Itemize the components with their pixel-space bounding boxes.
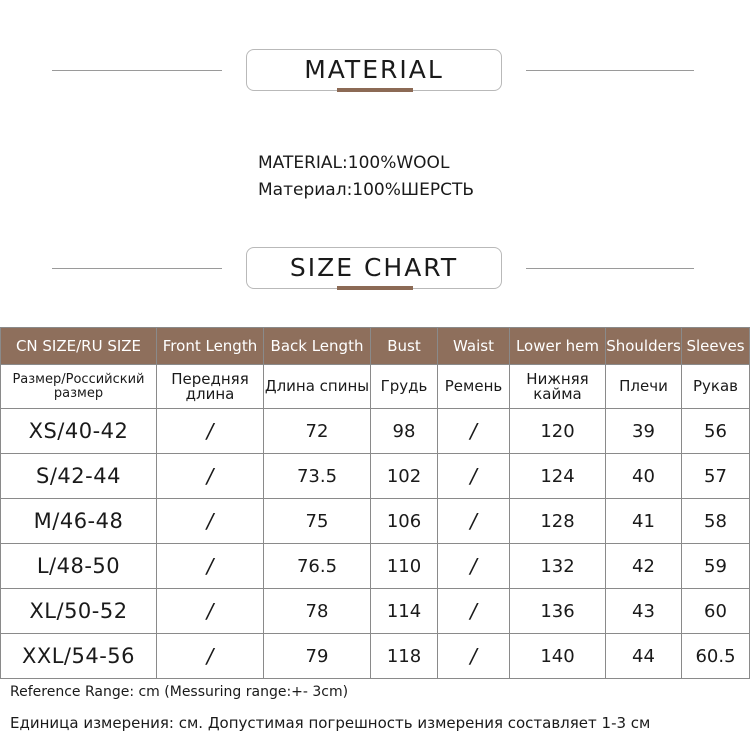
size-cell: XL/50-52 [1, 589, 157, 634]
front-length-cell: / [157, 454, 264, 499]
bust-cell: 102 [371, 454, 438, 499]
divider-line-left [52, 268, 222, 269]
sleeves-cell: 59 [682, 544, 750, 589]
shoulders-cell: 41 [606, 499, 682, 544]
back-length-cell: 78 [264, 589, 371, 634]
material-info [258, 150, 474, 204]
waist-cell: / [438, 454, 510, 499]
reference-range-note: Reference Range: cm (Messuring range:+- 3cm) [10, 684, 349, 700]
front-length-cell: / [157, 409, 264, 454]
header-sleeves-ru: Рукав [682, 365, 750, 409]
size-chart-table [0, 327, 750, 679]
bust-cell: 106 [371, 499, 438, 544]
header-bust-ru: Грудь [371, 365, 438, 409]
shoulders-cell: 44 [606, 634, 682, 679]
material-value-en: 100%WOOL [347, 153, 450, 173]
material-header [0, 49, 750, 95]
back-length-cell: 72 [264, 409, 371, 454]
divider-line-right [526, 70, 694, 71]
header-waist: Waist [438, 328, 510, 365]
back-length-cell: 79 [264, 634, 371, 679]
size-chart-title-box [246, 247, 502, 289]
table-header-ru [1, 365, 750, 409]
table-row [1, 634, 750, 679]
table-row [1, 409, 750, 454]
size-chart-title: SIZE CHART [289, 253, 459, 282]
sleeves-cell: 56 [682, 409, 750, 454]
shoulders-cell: 42 [606, 544, 682, 589]
lower-hem-cell: 124 [510, 454, 606, 499]
bust-cell: 98 [371, 409, 438, 454]
header-back-length: Back Length [264, 328, 371, 365]
size-cell: S/42-44 [1, 454, 157, 499]
front-length-cell: / [157, 634, 264, 679]
front-length-cell: / [157, 544, 264, 589]
material-title-box [246, 49, 502, 91]
header-front-length-ru: Передняя длина [157, 365, 264, 409]
size-cell: L/48-50 [1, 544, 157, 589]
front-length-cell: / [157, 499, 264, 544]
lower-hem-cell: 120 [510, 409, 606, 454]
measurement-notes [10, 682, 650, 734]
back-length-cell: 75 [264, 499, 371, 544]
lower-hem-cell: 132 [510, 544, 606, 589]
sleeves-cell: 60.5 [682, 634, 750, 679]
header-size: CN SIZE/RU SIZE [1, 328, 157, 365]
back-length-cell: 73.5 [264, 454, 371, 499]
material-title: MATERIAL [304, 55, 444, 84]
material-label-ru: Материал: [258, 180, 353, 200]
header-waist-ru: Ремень [438, 365, 510, 409]
size-cell: XXL/54-56 [1, 634, 157, 679]
front-length-cell: / [157, 589, 264, 634]
waist-cell: / [438, 409, 510, 454]
header-shoulders: Shoulders [606, 328, 682, 365]
shoulders-cell: 39 [606, 409, 682, 454]
material-line-en [258, 150, 474, 177]
size-chart-header [0, 247, 750, 293]
header-back-length-ru: Длина спины [264, 365, 371, 409]
sleeves-cell: 58 [682, 499, 750, 544]
back-length-cell: 76.5 [264, 544, 371, 589]
header-lower-hem-ru: Нижняя кайма [510, 365, 606, 409]
header-lower-hem: Lower hem [510, 328, 606, 365]
lower-hem-cell: 140 [510, 634, 606, 679]
bust-cell: 110 [371, 544, 438, 589]
table-row [1, 589, 750, 634]
header-size-ru: Размер/Российский размер [1, 365, 157, 409]
header-bust: Bust [371, 328, 438, 365]
shoulders-cell: 43 [606, 589, 682, 634]
header-front-length: Front Length [157, 328, 264, 365]
material-line-ru [258, 177, 474, 204]
table-row [1, 544, 750, 589]
header-shoulders-ru: Плечи [606, 365, 682, 409]
waist-cell: / [438, 634, 510, 679]
shoulders-cell: 40 [606, 454, 682, 499]
bust-cell: 118 [371, 634, 438, 679]
divider-line-right [526, 268, 694, 269]
size-cell: XS/40-42 [1, 409, 157, 454]
table-row [1, 454, 750, 499]
measurement-unit-note: Единица измерения: см. Допустимая погрешность измерения составляет 1-3 см [10, 714, 651, 732]
lower-hem-cell: 136 [510, 589, 606, 634]
table-row [1, 499, 750, 544]
table-header-en [1, 328, 750, 365]
size-cell: M/46-48 [1, 499, 157, 544]
header-sleeves: Sleeves [682, 328, 750, 365]
title-underline [337, 286, 413, 290]
material-label-en: MATERIAL: [258, 153, 348, 173]
title-underline [337, 88, 413, 92]
divider-line-left [52, 70, 222, 71]
waist-cell: / [438, 589, 510, 634]
sleeves-cell: 60 [682, 589, 750, 634]
bust-cell: 114 [371, 589, 438, 634]
material-value-ru: 100%ШЕРСТЬ [352, 180, 474, 200]
waist-cell: / [438, 499, 510, 544]
waist-cell: / [438, 544, 510, 589]
sleeves-cell: 57 [682, 454, 750, 499]
lower-hem-cell: 128 [510, 499, 606, 544]
